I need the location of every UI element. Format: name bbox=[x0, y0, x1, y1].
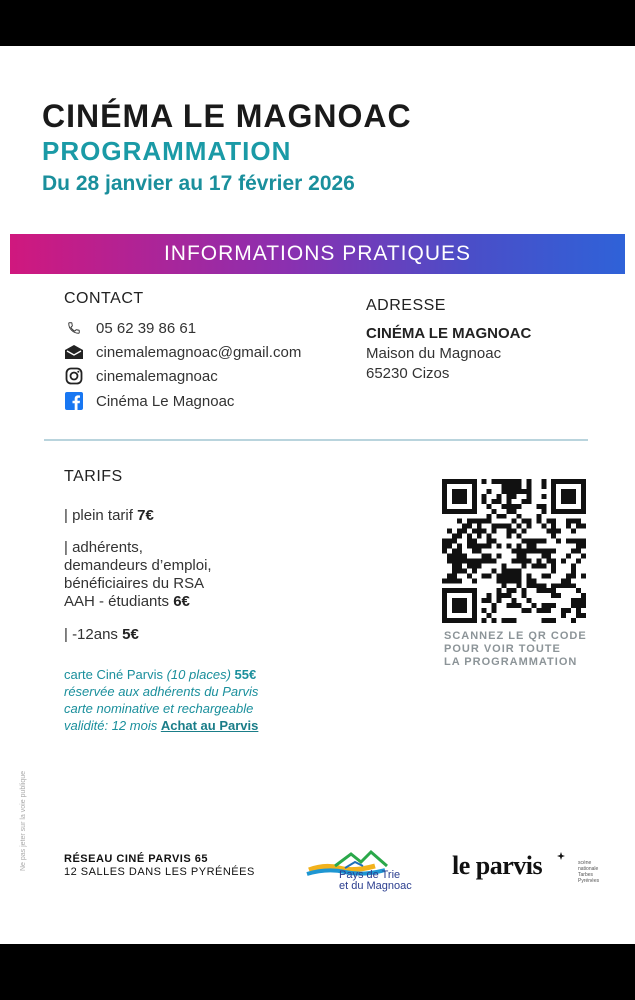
qr-caption-line2: POUR VOIR TOUTE bbox=[444, 643, 561, 655]
carte-places: (10 places) bbox=[162, 667, 235, 682]
contact-email[interactable] bbox=[64, 342, 301, 362]
pays-line2: et du Magnoac bbox=[339, 880, 412, 892]
carte-line3: carte nominative et rechargeable bbox=[64, 701, 254, 716]
page-title: CINÉMA LE MAGNOAC bbox=[42, 98, 412, 134]
contact-heading: CONTACT bbox=[64, 290, 144, 307]
page-subtitle: PROGRAMMATION bbox=[42, 136, 292, 166]
qr-modules bbox=[442, 479, 586, 623]
side-note: Ne pas jeter sur la voie publique bbox=[20, 770, 27, 871]
parvis-tag-2: nationale bbox=[578, 866, 599, 872]
address-heading: ADRESSE bbox=[366, 297, 446, 314]
instagram-icon bbox=[64, 366, 84, 386]
contact-instagram[interactable] bbox=[64, 366, 218, 386]
le-parvis-logo: le parvis bbox=[452, 851, 543, 880]
tarif-reduit-line1: | adhérents, bbox=[64, 539, 143, 556]
carte-name: carte Ciné Parvis bbox=[64, 667, 163, 682]
address-line2: 65230 Cizos bbox=[366, 365, 450, 382]
achat-parvis-link[interactable]: Achat au Parvis bbox=[160, 718, 259, 733]
instagram-handle: cinemalemagnoac bbox=[96, 367, 218, 385]
address-line1: Maison du Magnoac bbox=[366, 345, 502, 362]
tarif-reduit-line4: AAH - étudiants bbox=[64, 593, 174, 610]
phone-icon bbox=[64, 318, 84, 338]
carte-validity: validité: 12 mois bbox=[64, 718, 161, 733]
parvis-tagline bbox=[578, 860, 599, 884]
tarif-plein bbox=[64, 507, 154, 525]
tarif-enfant-label: | -12ans bbox=[64, 626, 123, 643]
mail-icon bbox=[64, 342, 84, 362]
qr-caption-line3: LA PROGRAMMATION bbox=[444, 656, 578, 668]
tarif-enfant bbox=[64, 626, 139, 644]
pays-logo-text bbox=[339, 870, 412, 892]
parvis-tag-1: scène bbox=[578, 860, 592, 866]
flyer-page bbox=[0, 46, 635, 944]
tarif-enfant-price: 5€ bbox=[122, 626, 139, 643]
pays-trie-magnoac-logo bbox=[305, 846, 425, 898]
tarif-reduit-price: 6€ bbox=[173, 593, 190, 610]
carte-price: 55€ bbox=[234, 667, 257, 682]
program-dates: Du 28 janvier au 17 février 2026 bbox=[42, 172, 355, 195]
parvis-star-icon bbox=[557, 852, 565, 860]
contact-phone[interactable] bbox=[64, 318, 196, 338]
pays-line1: Pays de Trie bbox=[339, 869, 401, 881]
email-address: cinemalemagnoac@gmail.com bbox=[96, 343, 302, 361]
tarif-plein-label: | plein tarif bbox=[64, 507, 138, 524]
tarifs-heading: TARIFS bbox=[64, 468, 123, 485]
carte-parvis-info bbox=[64, 666, 258, 734]
tarif-reduit bbox=[64, 539, 212, 611]
section-divider bbox=[44, 439, 588, 441]
tarif-reduit-line2: demandeurs d’emploi, bbox=[64, 557, 212, 574]
reseau-title: RÉSEAU CINÉ PARVIS 65 bbox=[64, 853, 208, 865]
contact-facebook[interactable] bbox=[64, 391, 234, 411]
qr-caption bbox=[444, 630, 587, 669]
parvis-tag-4: Pyrénées bbox=[578, 878, 600, 884]
qr-caption-line1: SCANNEZ LE QR CODE bbox=[444, 630, 587, 642]
parvis-tag-3: Tarbes bbox=[578, 872, 594, 878]
phone-number: 05 62 39 86 61 bbox=[96, 319, 197, 337]
qr-code[interactable] bbox=[442, 479, 586, 623]
address-name: CINÉMA LE MAGNOAC bbox=[366, 325, 532, 342]
facebook-page: Cinéma Le Magnoac bbox=[96, 392, 235, 410]
facebook-icon bbox=[64, 391, 84, 411]
tarif-plein-price: 7€ bbox=[137, 507, 154, 524]
carte-line2: réservée aux adhérents du Parvis bbox=[64, 684, 259, 699]
tarif-reduit-line3: bénéficiaires du RSA bbox=[64, 575, 205, 592]
info-banner bbox=[10, 234, 625, 274]
info-banner-label: INFORMATIONS PRATIQUES bbox=[163, 242, 472, 265]
reseau-subtitle: 12 SALLES DANS LES PYRÉNÉES bbox=[64, 866, 255, 878]
